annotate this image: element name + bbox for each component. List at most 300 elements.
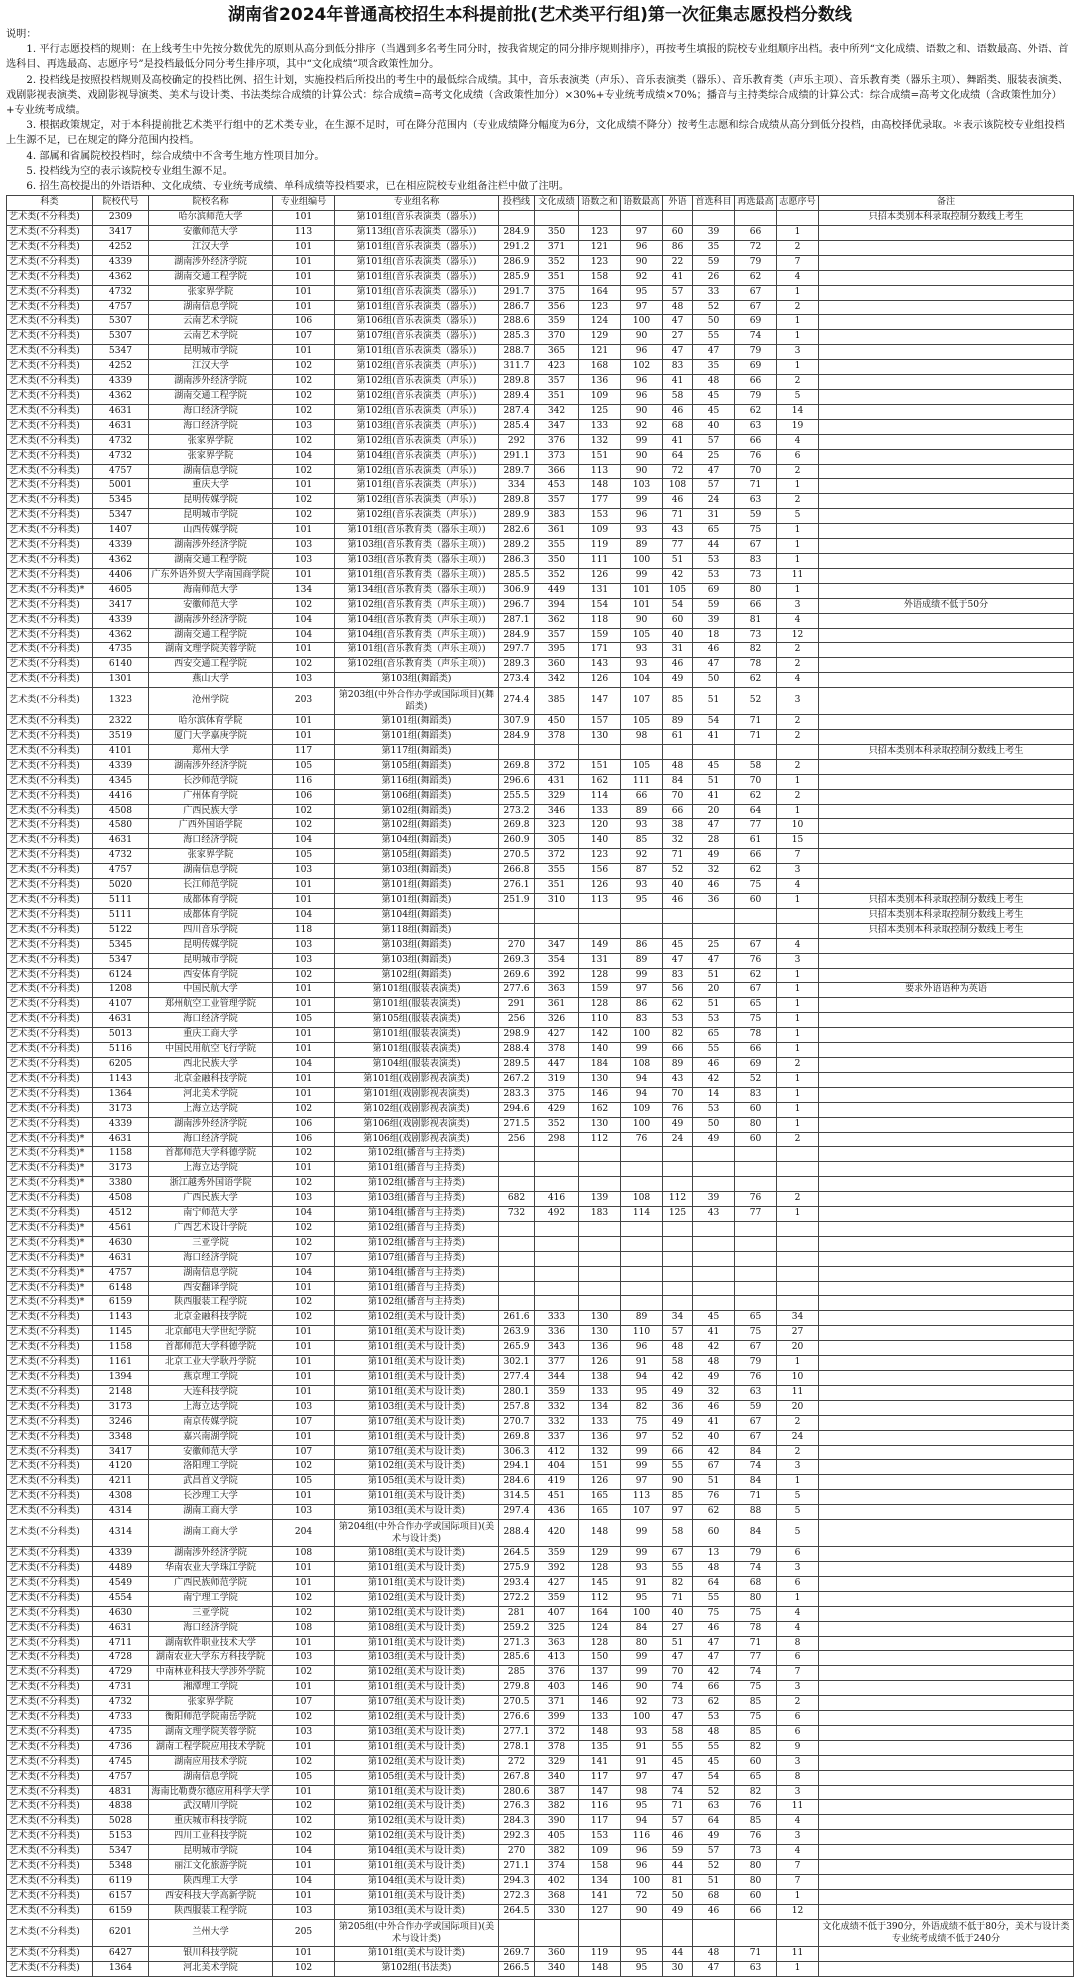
table-cell: 97	[621, 1770, 663, 1785]
table-row	[7, 464, 1074, 479]
table-cell: 90	[621, 330, 663, 345]
note-item: 4. 部属和省属院校投档时，综合成绩中不含考生地方性项目加分。	[26, 150, 325, 162]
table-cell: 第102组(音乐表演类（声乐）)	[335, 434, 499, 449]
table-cell: 105	[273, 1770, 335, 1785]
table-cell	[621, 1147, 663, 1162]
table-cell: 102	[273, 1460, 335, 1475]
table-cell: 4362	[93, 390, 149, 405]
table-row	[7, 1666, 1074, 1681]
table-cell: 146	[579, 1681, 621, 1696]
table-cell	[819, 1505, 1074, 1520]
notes-list	[6, 42, 1074, 194]
table-cell: 4630	[93, 1606, 149, 1621]
table-row	[7, 819, 1074, 834]
table-cell: 148	[579, 1520, 621, 1547]
table-cell: 66	[735, 1904, 777, 1919]
table-cell	[819, 1296, 1074, 1311]
table-cell: 267.8	[499, 1770, 535, 1785]
table-cell	[693, 211, 735, 226]
table-header-row	[7, 196, 1074, 211]
table-cell: 269.8	[499, 759, 535, 774]
table-cell: 52	[735, 1072, 777, 1087]
table-cell: 第102组(播音与主持类)	[335, 1147, 499, 1162]
table-cell	[621, 1162, 663, 1177]
table-cell: 中南林业科技大学涉外学院	[149, 1666, 273, 1681]
table-cell: 艺术类(不分科类)	[7, 1621, 93, 1636]
table-cell: 289.9	[499, 509, 535, 524]
table-cell: 艺术类(不分科类)	[7, 1636, 93, 1651]
table-cell: 91	[621, 1740, 663, 1755]
table-cell: 1	[777, 894, 819, 909]
table-cell: 3173	[93, 1400, 149, 1415]
table-cell: 67	[735, 1430, 777, 1445]
table-cell	[819, 658, 1074, 673]
table-cell	[777, 1296, 819, 1311]
table-cell: 58	[663, 1356, 693, 1371]
table-cell	[735, 1147, 777, 1162]
table-cell: 5	[777, 1520, 819, 1547]
table-cell: 艺术类(不分科类)	[7, 1028, 93, 1043]
table-cell	[579, 1251, 621, 1266]
table-cell: 292	[499, 434, 535, 449]
table-cell	[693, 1919, 735, 1946]
table-cell: 119	[579, 539, 621, 554]
table-cell: 63	[735, 494, 777, 509]
table-cell: 103	[273, 539, 335, 554]
table-cell: 89	[621, 1311, 663, 1326]
table-cell: 63	[693, 1800, 735, 1815]
table-cell: 20	[777, 1400, 819, 1415]
table-cell: 3	[777, 864, 819, 879]
table-row	[7, 894, 1074, 909]
table-cell: 67	[735, 1341, 777, 1356]
table-cell	[819, 968, 1074, 983]
table-row	[7, 1281, 1074, 1296]
table-cell	[777, 1177, 819, 1192]
table-cell: 昆明城市学院	[149, 1845, 273, 1860]
table-cell: 3417	[93, 598, 149, 613]
table-cell: 133	[579, 1415, 621, 1430]
table-cell: 130	[579, 1311, 621, 1326]
table-cell: 71	[663, 849, 693, 864]
table-cell: 363	[535, 983, 579, 998]
table-cell: 76	[735, 1800, 777, 1815]
table-cell: 11	[777, 1800, 819, 1815]
table-cell	[535, 744, 579, 759]
table-cell: 3	[777, 1460, 819, 1475]
table-cell: 4362	[93, 628, 149, 643]
table-cell: 长江师范学院	[149, 879, 273, 894]
table-cell: 75	[735, 1681, 777, 1696]
table-cell: 4489	[93, 1561, 149, 1576]
table-cell: 22	[663, 255, 693, 270]
table-cell: 35	[693, 360, 735, 375]
table-cell: 102	[273, 434, 335, 449]
table-cell: 351	[535, 390, 579, 405]
table-cell: 103	[273, 553, 335, 568]
table-cell: 96	[621, 509, 663, 524]
table-cell: 大连科技学院	[149, 1385, 273, 1400]
table-cell: 53	[693, 1013, 735, 1028]
table-cell	[819, 390, 1074, 405]
table-cell: 183	[579, 1207, 621, 1222]
table-cell: 49	[663, 673, 693, 688]
table-cell: 113	[579, 894, 621, 909]
table-row	[7, 804, 1074, 819]
table-cell: 艺术类(不分科类)	[7, 479, 93, 494]
table-cell: 昆明城市学院	[149, 953, 273, 968]
note-item: 1. 平行志愿投档的规则：在上线考生中先按分数优先的原则从高分到低分排序（当遇到多名考生同分时，按我省规定的同分排序规则排序），再按考生填报的院校专业组顺序出档。表中所列“文化成绩、语数之和、语数最高、外语、首选科目、再选最高、志愿序号”是投档最低分同分考生排序项，其中“文化成绩”项含政策性加分。	[6, 44, 1069, 71]
table-cell: 5	[777, 509, 819, 524]
table-cell: 102	[273, 1147, 335, 1162]
table-cell: 84	[663, 774, 693, 789]
table-cell: 66	[621, 789, 663, 804]
table-cell: 105	[273, 1475, 335, 1490]
table-row	[7, 1400, 1074, 1415]
table-cell: 100	[621, 1028, 663, 1043]
table-cell: 广西艺术设计学院	[149, 1221, 273, 1236]
table-cell: 11	[777, 568, 819, 583]
table-cell	[819, 1946, 1074, 1961]
table-cell: 60	[735, 1102, 777, 1117]
table-row	[7, 1251, 1074, 1266]
table-cell: 45	[693, 1755, 735, 1770]
table-cell: 271.3	[499, 1636, 535, 1651]
table-cell	[819, 1711, 1074, 1726]
table-cell: 340	[535, 1961, 579, 1976]
table-cell	[579, 1919, 621, 1946]
table-cell: 52	[663, 864, 693, 879]
table-cell: 6	[777, 449, 819, 464]
table-cell: 78	[735, 658, 777, 673]
table-cell: 412	[535, 1445, 579, 1460]
table-cell: 1	[777, 360, 819, 375]
table-cell	[819, 1520, 1074, 1547]
table-cell: 艺术类(不分科类)	[7, 864, 93, 879]
table-cell: 第204组(中外合作办学或国际项目)(美术与设计类)	[335, 1520, 499, 1547]
table-cell: 艺术类(不分科类)	[7, 568, 93, 583]
table-cell	[663, 1296, 693, 1311]
table-cell: 湖南涉外经济学院	[149, 375, 273, 390]
table-row	[7, 849, 1074, 864]
table-cell: 41	[693, 730, 735, 745]
table-cell: 279.8	[499, 1681, 535, 1696]
table-cell	[535, 908, 579, 923]
table-cell: 265.9	[499, 1341, 535, 1356]
table-cell: 艺术类(不分科类)	[7, 908, 93, 923]
table-cell: 34	[777, 1311, 819, 1326]
table-cell: 5116	[93, 1043, 149, 1058]
table-cell: 149	[579, 938, 621, 953]
table-cell: 126	[579, 1475, 621, 1490]
table-cell: 80	[735, 1875, 777, 1890]
table-cell: 73	[735, 628, 777, 643]
table-cell: 96	[621, 1845, 663, 1860]
table-cell: 375	[535, 1087, 579, 1102]
table-cell: 66	[663, 804, 693, 819]
table-cell: 128	[579, 968, 621, 983]
table-cell: 342	[535, 404, 579, 419]
table-cell: 3	[777, 1681, 819, 1696]
table-cell: 47	[693, 953, 735, 968]
table-cell: 289.5	[499, 1057, 535, 1072]
table-cell	[663, 1147, 693, 1162]
table-cell: 艺术类(不分科类)	[7, 524, 93, 539]
table-cell: 第103组(舞蹈类)	[335, 938, 499, 953]
table-cell: 377	[535, 1356, 579, 1371]
table-cell: 48	[663, 759, 693, 774]
table-cell: 西北民族大学	[149, 1057, 273, 1072]
table-cell: 51	[693, 1475, 735, 1490]
table-cell: 4631	[93, 1013, 149, 1028]
table-cell: 66	[735, 849, 777, 864]
table-cell: 89	[663, 1057, 693, 1072]
table-cell: 413	[535, 1651, 579, 1666]
table-cell	[663, 1236, 693, 1251]
table-cell: 湖南应用技术学院	[149, 1755, 273, 1770]
table-cell: 162	[579, 1102, 621, 1117]
table-cell: 1394	[93, 1371, 149, 1386]
table-cell: 11	[777, 1946, 819, 1961]
table-cell: 47	[663, 1770, 693, 1785]
table-cell: 402	[535, 1875, 579, 1890]
table-row	[7, 1520, 1074, 1547]
table-row	[7, 419, 1074, 434]
table-cell: 艺术类(不分科类)	[7, 1711, 93, 1726]
table-cell: 288.4	[499, 1520, 535, 1547]
table-cell: 47	[663, 1711, 693, 1726]
table-cell: 北京邮电大学世纪学院	[149, 1326, 273, 1341]
table-cell: 288.6	[499, 315, 535, 330]
table-cell: 82	[735, 1740, 777, 1755]
table-row	[7, 864, 1074, 879]
table-cell	[535, 1266, 579, 1281]
table-cell	[777, 1281, 819, 1296]
table-cell: 14	[777, 404, 819, 419]
table-row	[7, 1162, 1074, 1177]
table-cell: 101	[273, 524, 335, 539]
table-cell: 260.9	[499, 834, 535, 849]
table-cell: 31	[663, 643, 693, 658]
table-cell: 3173	[93, 1162, 149, 1177]
table-cell: 江汉大学	[149, 240, 273, 255]
table-cell: 204	[273, 1520, 335, 1547]
table-cell: 128	[579, 1636, 621, 1651]
table-cell: 420	[535, 1520, 579, 1547]
table-cell: 134	[273, 583, 335, 598]
table-cell	[535, 1236, 579, 1251]
table-cell: 重庆工商大学	[149, 1028, 273, 1043]
table-cell: 68	[663, 419, 693, 434]
table-cell: 101	[273, 998, 335, 1013]
table-cell: 1	[777, 1043, 819, 1058]
table-cell: 艺术类(不分科类)	[7, 449, 93, 464]
table-cell: 第101组(舞蹈类)	[335, 894, 499, 909]
table-cell: 90	[621, 1681, 663, 1696]
table-cell: 286.9	[499, 255, 535, 270]
table-cell: 682	[499, 1192, 535, 1207]
table-row	[7, 494, 1074, 509]
table-cell: 106	[273, 789, 335, 804]
table-row	[7, 1430, 1074, 1445]
table-cell	[819, 673, 1074, 688]
table-cell: 5307	[93, 330, 149, 345]
table-row	[7, 1591, 1074, 1606]
table-cell: 1301	[93, 673, 149, 688]
table-cell: 第101组(服装表演类)	[335, 998, 499, 1013]
table-cell: 129	[579, 330, 621, 345]
table-cell: 第101组(美术与设计类)	[335, 1356, 499, 1371]
table-cell	[735, 1177, 777, 1192]
table-cell: 101	[273, 1341, 335, 1356]
table-cell: 256	[499, 1132, 535, 1147]
table-cell: 6119	[93, 1875, 149, 1890]
table-cell: 368	[535, 1889, 579, 1904]
table-cell: 4308	[93, 1490, 149, 1505]
table-cell: 47	[693, 1651, 735, 1666]
table-cell: 艺术类(不分科类)*	[7, 1266, 93, 1281]
table-cell: 1	[777, 1028, 819, 1043]
table-cell: 2	[777, 240, 819, 255]
table-cell	[819, 1445, 1074, 1460]
table-cell	[535, 211, 579, 226]
table-cell: 277.1	[499, 1725, 535, 1740]
table-cell: 张家界学院	[149, 1696, 273, 1711]
table-cell: 102	[273, 1311, 335, 1326]
table-row	[7, 1621, 1074, 1636]
table-cell: 5020	[93, 879, 149, 894]
table-cell: 131	[579, 953, 621, 968]
table-cell: 83	[663, 360, 693, 375]
table-cell: 艺术类(不分科类)	[7, 315, 93, 330]
table-cell: 沧州学院	[149, 688, 273, 715]
column-header: 专业组名称	[335, 196, 499, 211]
table-cell: 只招本类别本科录取控制分数线上考生	[819, 894, 1074, 909]
table-cell: 94	[621, 1371, 663, 1386]
table-cell	[819, 404, 1074, 419]
table-cell: 第104组(舞蹈类)	[335, 908, 499, 923]
table-cell	[819, 1845, 1074, 1860]
table-cell	[819, 1681, 1074, 1696]
table-cell: 5345	[93, 494, 149, 509]
table-cell: 艺术类(不分科类)	[7, 1770, 93, 1785]
table-cell: 55	[663, 1740, 693, 1755]
table-cell: 74	[735, 330, 777, 345]
table-cell: 95	[621, 1946, 663, 1961]
table-cell: 湖南农业大学东方科技学院	[149, 1651, 273, 1666]
table-cell	[819, 628, 1074, 643]
table-cell: 376	[535, 1666, 579, 1681]
table-cell	[663, 1221, 693, 1236]
table-cell: 10	[777, 1371, 819, 1386]
table-cell	[819, 1490, 1074, 1505]
table-cell: 352	[535, 255, 579, 270]
table-row	[7, 390, 1074, 405]
table-cell: 51	[693, 774, 735, 789]
table-cell: 147	[579, 1785, 621, 1800]
table-cell: 291.7	[499, 285, 535, 300]
table-cell: 第101组(音乐表演类（器乐）)	[335, 270, 499, 285]
table-cell: 10	[777, 819, 819, 834]
table-row	[7, 789, 1074, 804]
table-cell: 285.3	[499, 330, 535, 345]
table-cell: 广西民族大学	[149, 804, 273, 819]
table-cell: 90	[621, 1904, 663, 1919]
table-cell: 第104组(舞蹈类)	[335, 834, 499, 849]
table-cell: 西安科技大学高新学院	[149, 1889, 273, 1904]
table-cell: 艺术类(不分科类)	[7, 1651, 93, 1666]
table-cell: 102	[273, 1815, 335, 1830]
table-cell: 83	[663, 968, 693, 983]
table-cell: 329	[535, 1755, 579, 1770]
table-row	[7, 715, 1074, 730]
table-cell: 82	[735, 643, 777, 658]
table-cell: 艺术类(不分科类)	[7, 1490, 93, 1505]
table-cell: 陕西服装工程学院	[149, 1904, 273, 1919]
table-cell: 艺术类(不分科类)	[7, 226, 93, 241]
table-cell: 165	[579, 1505, 621, 1520]
table-cell: 79	[735, 1356, 777, 1371]
table-cell: 第104组(美术与设计类)	[335, 1875, 499, 1890]
table-cell: 上海立达学院	[149, 1162, 273, 1177]
table-cell: 77	[735, 819, 777, 834]
table-cell	[819, 849, 1074, 864]
table-row	[7, 345, 1074, 360]
table-cell: 1	[777, 479, 819, 494]
table-cell: 昆明城市学院	[149, 345, 273, 360]
table-cell: 378	[535, 1740, 579, 1755]
table-cell: 第102组(美术与设计类)	[335, 1755, 499, 1770]
table-cell: 昆明传媒学院	[149, 494, 273, 509]
table-cell: 101	[273, 211, 335, 226]
table-cell: 湖南涉外经济学院	[149, 539, 273, 554]
table-cell: 艺术类(不分科类)	[7, 730, 93, 745]
table-cell: 50	[693, 1117, 735, 1132]
table-cell: 344	[535, 1371, 579, 1386]
table-cell	[819, 1192, 1074, 1207]
table-cell: 1407	[93, 524, 149, 539]
table-cell: 311.7	[499, 360, 535, 375]
table-cell: 104	[273, 1845, 335, 1860]
table-cell: 第108组(美术与设计类)	[335, 1621, 499, 1636]
table-cell: 1145	[93, 1326, 149, 1341]
table-row	[7, 1800, 1074, 1815]
table-cell: 4	[777, 434, 819, 449]
table-cell: 60	[663, 613, 693, 628]
table-cell	[535, 1177, 579, 1192]
column-header: 志愿序号	[777, 196, 819, 211]
table-row	[7, 953, 1074, 968]
table-cell: 49	[663, 1385, 693, 1400]
table-cell: 7	[777, 1875, 819, 1890]
table-cell: 103	[273, 938, 335, 953]
table-cell: 280.6	[499, 1785, 535, 1800]
table-cell: 270.5	[499, 1696, 535, 1711]
table-cell: 第101组(音乐教育类（器乐主项）)	[335, 524, 499, 539]
table-cell: 168	[579, 360, 621, 375]
table-cell: 山西传媒学院	[149, 524, 273, 539]
table-cell	[819, 300, 1074, 315]
table-cell: 256	[499, 1013, 535, 1028]
column-header: 院校名称	[149, 196, 273, 211]
table-cell: 湖南涉外经济学院	[149, 1547, 273, 1562]
table-cell: 101	[273, 643, 335, 658]
table-cell: 艺术类(不分科类)*	[7, 1281, 93, 1296]
table-cell: 50	[693, 673, 735, 688]
table-cell: 71	[663, 1591, 693, 1606]
table-cell: 103	[273, 953, 335, 968]
table-cell: 湖南信息学院	[149, 300, 273, 315]
